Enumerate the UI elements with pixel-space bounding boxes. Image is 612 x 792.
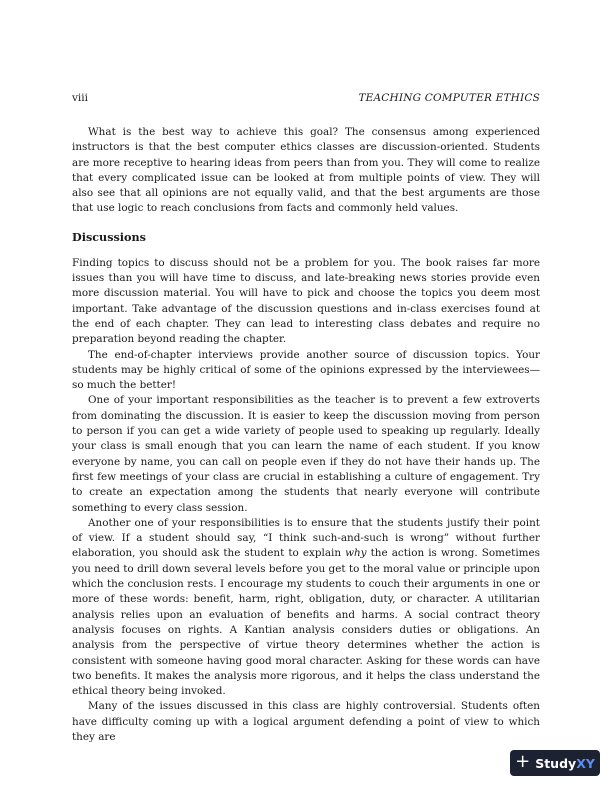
emphasis-why: why [345, 547, 367, 560]
running-title: TEACHING COMPUTER ETHICS [358, 92, 540, 104]
studyxy-watermark [510, 750, 600, 776]
section-heading: Discussions [72, 229, 146, 244]
document-body [72, 125, 540, 745]
paragraph-justify [72, 516, 540, 700]
intro-paragraph: What is the best way to achieve this goal? The consensus among experienced instructors is that the best computer ethics classes are discussion-oriented. Students are more receptive to hearing ideas from peers than from you. They will come to realize that every complicated issue can be looked at from multiple points of view. They will also see that all opinions are not equally valid, and that the best arguments are those that use logic to reach conclusions from facts and commonly held values. [72, 126, 540, 215]
page-header [72, 92, 540, 105]
paragraph-responsibilities: One of your important responsibilities as the teacher is to prevent a few extroverts from dominating the discussion. It is easier to keep the discussion moving from person to person if you can get a wide variety of people used to speaking up regularly. Ideally your class is small enough that you can learn the name of each student. If you know everyone by name, you can call on people even if they do not have their hands up. The first few meetings of your class are crucial in establishing a culture of engagement. Try to create an expectation among the students that nearly everyone will contribute something to every class session. [72, 394, 540, 514]
paragraph-justify-after: the action is wrong. Sometimes you need to drill down several levels before you get to the moral value or principle upon which the conclusion rests. I encourage my students to couch their arguments in one or more of these words: benefit, harm, right, obligation, duty, or character. A utilitarian analysis relies upon an evaluation of benefits and harms. A social contract theory analysis focuses on rights. A Kantian analysis considers duties or obligations. An analysis from the perspective of virtue theory determines whether the action is consistent with someone having good moral character. Asking for these words can have two benefits. It makes the analysis more rigorous, and it helps the class understand the ethical theory being invoked. [72, 547, 540, 698]
paragraph-topics: Finding topics to discuss should not be a problem for you. The book raises far more issues than you will have time to discuss, and late-breaking news stories provide even more discussion material. You will have to pick and choose the topics you deem most important. Take advantage of the discussion questions and in-class exercises found at the end of each chapter. They can lead to interesting class debates and require no preparation beyond reading the chapter. [72, 256, 540, 346]
paragraph-justify-before: Another one of your responsibilities is to ensure that the students justify their point of view. If a student should say, “I think such-and-such is wrong” without further elaboration, you should ask the student to explain [72, 516, 540, 560]
paragraph-interviews: The end-of-chapter interviews provide another source of discussion topics. Your students may be highly critical of some of the opinions expressed by the interviewees—so much the better! [72, 348, 540, 392]
plus-icon: + [515, 751, 531, 772]
document-page [72, 92, 540, 745]
paragraph-controversial: Many of the issues discussed in this class are highly controversial. Students often have difficulty coming up with a logical argument defending a point of view to which they are [72, 700, 540, 743]
brand-main: Study [535, 755, 577, 771]
brand-accent: XY [576, 755, 595, 771]
brand-name [535, 756, 595, 771]
page-number: viii [72, 92, 89, 104]
